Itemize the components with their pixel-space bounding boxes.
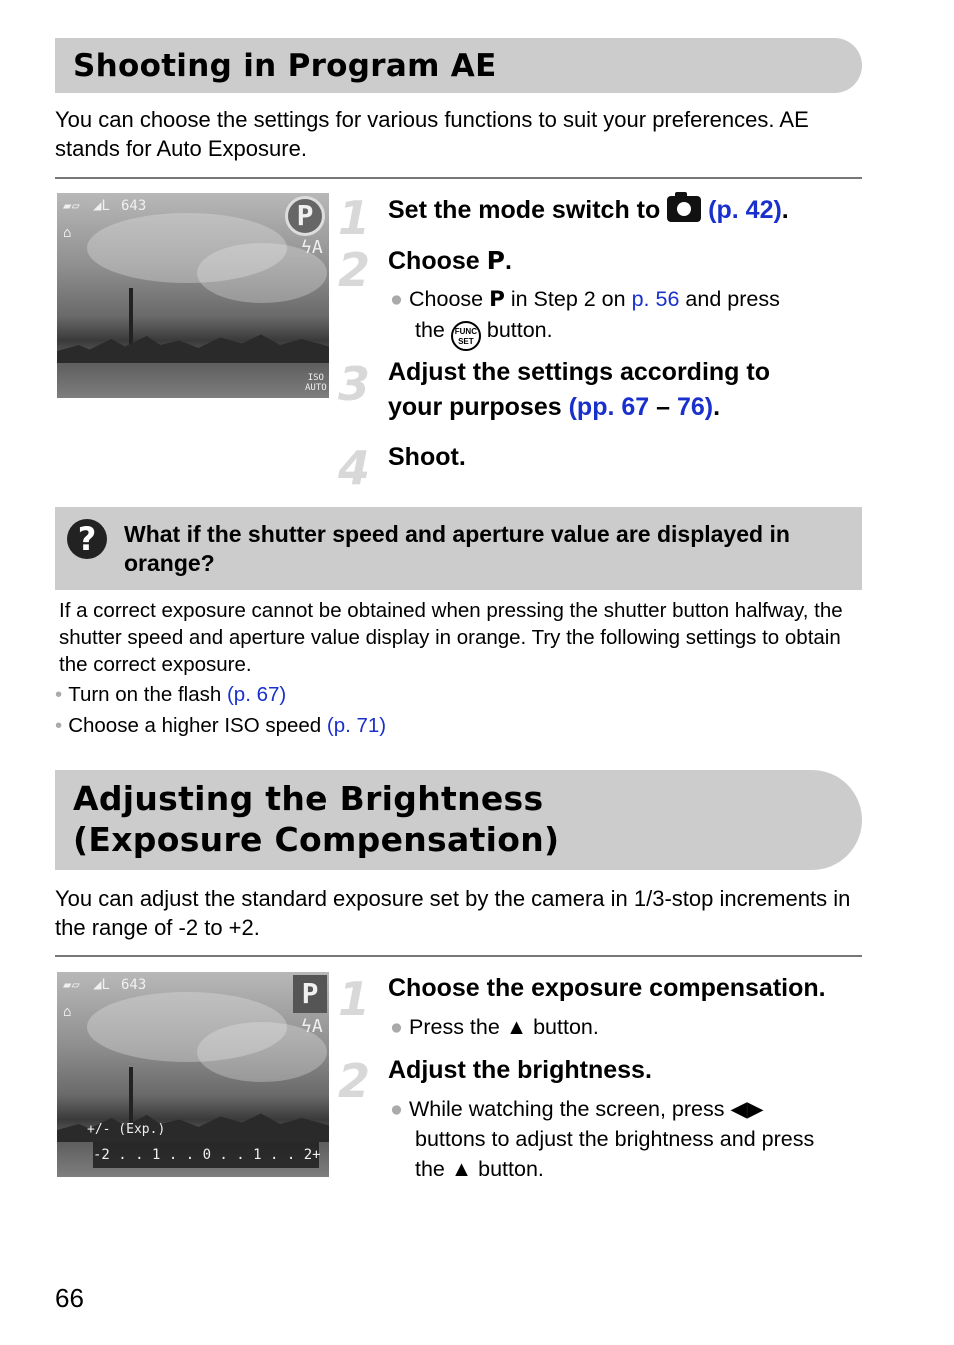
question-box (55, 507, 862, 590)
page-link[interactable]: (p. 71) (326, 714, 387, 737)
page-link[interactable]: (p. 42) (708, 196, 782, 224)
step-heading: Choose P. (388, 246, 512, 275)
camera-screen-exposure (57, 972, 329, 1177)
page-link[interactable]: p. 56 (631, 287, 680, 311)
program-mode-icon: P (285, 196, 325, 236)
section-banner-exposure (55, 770, 862, 870)
step-number: 2 (338, 243, 371, 297)
section-intro: You can choose the settings for various functions to suit your preferences. AE stands for Auto Exposure. (55, 107, 809, 161)
step-number: 2 (338, 1054, 371, 1108)
page-link[interactable]: 76) (677, 393, 714, 421)
image-size-icon: ◢L (93, 198, 110, 214)
page-link[interactable]: (pp. 67 (568, 393, 650, 421)
bullet-icon: ● (390, 1097, 403, 1121)
divider (55, 955, 862, 957)
step-number: 3 (338, 357, 371, 411)
bullet-icon: ● (390, 287, 403, 311)
bullet-icon: ● (390, 1015, 403, 1039)
step-heading: Set the mode switch to (p. 42). (388, 196, 789, 224)
flash-auto-icon: ϟA (301, 237, 323, 258)
program-mode-icon: P (489, 287, 505, 312)
step-number: 4 (338, 441, 371, 495)
battery-icon: ▰▱ (63, 977, 80, 993)
iso-auto-icon: ISO AUTO (305, 373, 327, 393)
func-set-button-icon: FUNC SET (451, 321, 481, 351)
shooting-mode-icon: ⌂ (63, 225, 72, 241)
question-icon: ? (67, 519, 107, 559)
step-instruction: ● Press the ▲ button. (390, 1015, 599, 1039)
skyline (57, 333, 329, 363)
step-number: 1 (338, 972, 371, 1026)
divider (55, 177, 862, 179)
step-heading: Shoot. (388, 443, 466, 471)
step-heading: Adjust the settings according to your purposes (pp. 67 – 76). (388, 358, 770, 421)
list-item: • Choose a higher ISO speed (p. 71) (55, 714, 387, 737)
shooting-mode-icon: ⌂ (63, 1004, 72, 1020)
section-intro: You can adjust the standard exposure set by the camera in 1/3-stop increments in the range of -2 to +2. (55, 886, 851, 940)
section-title: Shooting in Program AE (73, 48, 497, 84)
flash-auto-icon: ϟA (301, 1016, 323, 1037)
page-link[interactable]: (p. 67) (226, 683, 287, 706)
left-right-arrow-icon: ◀▶ (730, 1097, 764, 1121)
image-size-icon: ◢L (93, 977, 110, 993)
battery-icon: ▰▱ (63, 198, 80, 214)
step-instruction: ● Choose P in Step 2 on p. 56 and press the FUNC SET button. (390, 284, 780, 351)
question-text: What if the shutter speed and aperture value are displayed in orange? (124, 521, 790, 576)
step-instruction: ● While watching the screen, press ◀▶ buttons to adjust the brightness and press the ▲ button. (390, 1097, 815, 1181)
bullet-icon: • (55, 683, 63, 706)
camera-screen-program (57, 193, 329, 398)
shot-count: 643 (121, 977, 147, 993)
list-item: • Turn on the flash (p. 67) (55, 683, 287, 706)
section-title: Adjusting the Brightness (Exposure Compensation) (73, 779, 560, 859)
camera-mode-icon (667, 196, 701, 222)
up-arrow-icon: ▲ (450, 1157, 473, 1181)
exposure-scale: -2 . . 1 . . 0 . . 1 . . 2+ (93, 1142, 319, 1168)
step-heading: Choose the exposure compensation. (388, 974, 826, 1002)
step-heading: Adjust the brightness. (388, 1056, 652, 1084)
up-arrow-icon: ▲ (505, 1015, 528, 1039)
program-mode-icon: P (293, 975, 327, 1013)
step-number: 1 (338, 191, 371, 245)
exposure-label: +/- (Exp.) (87, 1122, 166, 1137)
program-mode-icon: P (486, 246, 505, 275)
question-answer: If a correct exposure cannot be obtained when pressing the shutter button halfway, the shutter speed and aperture value display in orange. Try the following settings to obtain the correct exposure. (59, 599, 843, 676)
shot-count: 643 (121, 198, 147, 214)
section-banner-program-ae (55, 38, 862, 93)
page-number: 66 (55, 1283, 84, 1313)
bullet-icon: • (55, 714, 63, 737)
